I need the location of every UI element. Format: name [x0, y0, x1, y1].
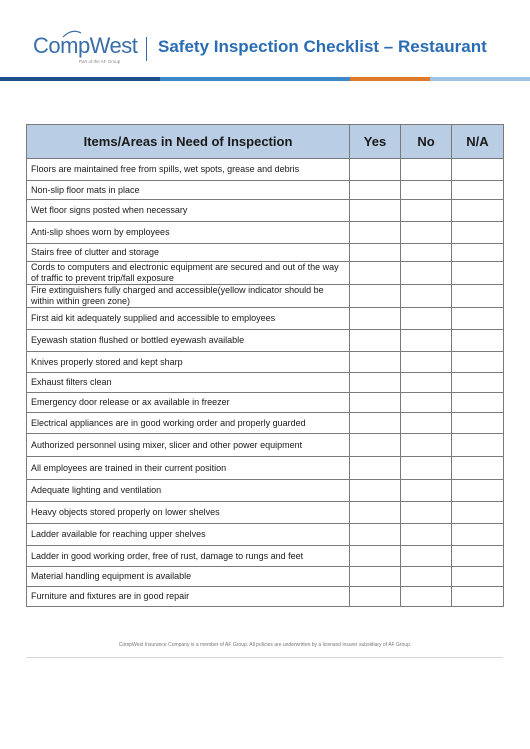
- inspection-item: Fire extinguishers fully charged and accessible(yellow indicator should be within within green zone): [27, 285, 350, 308]
- check-cell-no[interactable]: [401, 434, 452, 457]
- table-row: [27, 352, 504, 373]
- table-row: [27, 393, 504, 413]
- check-cell-no[interactable]: [401, 181, 452, 200]
- table-row: [27, 567, 504, 587]
- check-cell-no[interactable]: [401, 222, 452, 244]
- check-cell-na[interactable]: [452, 393, 504, 413]
- check-cell-yes[interactable]: [350, 244, 401, 262]
- check-cell-na[interactable]: [452, 222, 504, 244]
- check-cell-na[interactable]: [452, 502, 504, 524]
- check-cell-no[interactable]: [401, 524, 452, 546]
- inspection-checklist-table: [26, 124, 504, 607]
- check-cell-na[interactable]: [452, 546, 504, 567]
- table-row: [27, 308, 504, 330]
- check-cell-yes[interactable]: [350, 457, 401, 480]
- table-row: [27, 546, 504, 567]
- check-cell-no[interactable]: [401, 457, 452, 480]
- footer-note: CompWest Insurance Company is a member of AF Group. All policies are underwritten by a licensed insurer subsidiary of AF Group.: [118, 642, 412, 648]
- table-row: [27, 373, 504, 393]
- inspection-item: Emergency door release or ax available in freezer: [27, 393, 350, 413]
- check-cell-na[interactable]: [452, 200, 504, 222]
- table-row: [27, 262, 504, 285]
- check-cell-yes[interactable]: [350, 352, 401, 373]
- check-cell-no[interactable]: [401, 244, 452, 262]
- table-row: [27, 200, 504, 222]
- check-cell-yes[interactable]: [350, 330, 401, 352]
- inspection-item: Furniture and fixtures are in good repair: [27, 587, 350, 607]
- table-row: [27, 457, 504, 480]
- check-cell-na[interactable]: [452, 352, 504, 373]
- check-cell-yes[interactable]: [350, 524, 401, 546]
- footer-divider: [26, 657, 503, 658]
- inspection-item: All employees are trained in their current position: [27, 457, 350, 480]
- table-row: [27, 434, 504, 457]
- compwest-logo: [33, 34, 143, 68]
- table-row: [27, 502, 504, 524]
- check-cell-no[interactable]: [401, 352, 452, 373]
- check-cell-no[interactable]: [401, 567, 452, 587]
- check-cell-yes[interactable]: [350, 262, 401, 285]
- table-row: [27, 524, 504, 546]
- column-header-items: Items/Areas in Need of Inspection: [27, 125, 350, 159]
- check-cell-no[interactable]: [401, 262, 452, 285]
- check-cell-no[interactable]: [401, 159, 452, 181]
- logo-subtitle: Part of the AF Group: [79, 59, 121, 64]
- table-row: [27, 480, 504, 502]
- inspection-item: Ladder in good working order, free of rust, damage to rungs and feet: [27, 546, 350, 567]
- inspection-item: Eyewash station flushed or bottled eyewash available: [27, 330, 350, 352]
- check-cell-no[interactable]: [401, 285, 452, 308]
- check-cell-yes[interactable]: [350, 308, 401, 330]
- check-cell-yes[interactable]: [350, 393, 401, 413]
- check-cell-yes[interactable]: [350, 222, 401, 244]
- inspection-item: Ladder available for reaching upper shelves: [27, 524, 350, 546]
- logo-text: CompWest: [33, 33, 138, 58]
- column-header-na: N/A: [452, 125, 504, 159]
- column-header-yes: Yes: [350, 125, 401, 159]
- table-row: [27, 222, 504, 244]
- color-stripe-dark: [0, 77, 160, 81]
- table-row: [27, 330, 504, 352]
- check-cell-no[interactable]: [401, 480, 452, 502]
- check-cell-yes[interactable]: [350, 546, 401, 567]
- inspection-item: Authorized personnel using mixer, slicer and other power equipment: [27, 434, 350, 457]
- check-cell-na[interactable]: [452, 285, 504, 308]
- check-cell-no[interactable]: [401, 413, 452, 434]
- check-cell-yes[interactable]: [350, 480, 401, 502]
- check-cell-yes[interactable]: [350, 285, 401, 308]
- inspection-item: Stairs free of clutter and storage: [27, 244, 350, 262]
- check-cell-no[interactable]: [401, 200, 452, 222]
- table-row: [27, 587, 504, 607]
- inspection-item: Cords to computers and electronic equipment are secured and out of the way of traffic to prevent trip/fall exposure: [27, 262, 350, 285]
- check-cell-yes[interactable]: [350, 567, 401, 587]
- check-cell-na[interactable]: [452, 457, 504, 480]
- check-cell-na[interactable]: [452, 373, 504, 393]
- table-row: [27, 159, 504, 181]
- check-cell-na[interactable]: [452, 159, 504, 181]
- check-cell-na[interactable]: [452, 567, 504, 587]
- inspection-item: Adequate lighting and ventilation: [27, 480, 350, 502]
- inspection-item: First aid kit adequately supplied and accessible to employees: [27, 308, 350, 330]
- inspection-item: Electrical appliances are in good working order and properly guarded: [27, 413, 350, 434]
- check-cell-na[interactable]: [452, 480, 504, 502]
- inspection-item: Anti-slip shoes worn by employees: [27, 222, 350, 244]
- inspection-item: Wet floor signs posted when necessary: [27, 200, 350, 222]
- inspection-item: Non-slip floor mats in place: [27, 181, 350, 200]
- inspection-item: Material handling equipment is available: [27, 567, 350, 587]
- check-cell-na[interactable]: [452, 181, 504, 200]
- check-cell-no[interactable]: [401, 587, 452, 607]
- check-cell-yes[interactable]: [350, 434, 401, 457]
- check-cell-na[interactable]: [452, 262, 504, 285]
- check-cell-no[interactable]: [401, 502, 452, 524]
- logo-swoosh-icon: [62, 30, 82, 38]
- check-cell-na[interactable]: [452, 524, 504, 546]
- table-header-row: [27, 125, 504, 159]
- inspection-item: Exhaust filters clean: [27, 373, 350, 393]
- page-title: Safety Inspection Checklist – Restaurant: [158, 37, 487, 56]
- check-cell-yes[interactable]: [350, 502, 401, 524]
- color-stripe-light: [430, 77, 530, 81]
- inspection-item: Knives properly stored and kept sharp: [27, 352, 350, 373]
- check-cell-no[interactable]: [401, 393, 452, 413]
- check-cell-yes[interactable]: [350, 587, 401, 607]
- header-divider: [146, 37, 147, 61]
- check-cell-yes[interactable]: [350, 200, 401, 222]
- check-cell-yes[interactable]: [350, 413, 401, 434]
- check-cell-na[interactable]: [452, 413, 504, 434]
- color-stripe-mid: [160, 77, 350, 81]
- check-cell-na[interactable]: [452, 434, 504, 457]
- check-cell-na[interactable]: [452, 587, 504, 607]
- color-stripe-orange: [350, 77, 430, 81]
- check-cell-na[interactable]: [452, 308, 504, 330]
- table-row: [27, 285, 504, 308]
- check-cell-na[interactable]: [452, 330, 504, 352]
- table-row: [27, 244, 504, 262]
- table-row: [27, 181, 504, 200]
- check-cell-na[interactable]: [452, 244, 504, 262]
- check-cell-yes[interactable]: [350, 373, 401, 393]
- inspection-item: Floors are maintained free from spills, wet spots, grease and debris: [27, 159, 350, 181]
- page-header: [0, 0, 530, 82]
- check-cell-no[interactable]: [401, 373, 452, 393]
- table-row: [27, 413, 504, 434]
- check-cell-yes[interactable]: [350, 159, 401, 181]
- check-cell-no[interactable]: [401, 546, 452, 567]
- check-cell-no[interactable]: [401, 330, 452, 352]
- check-cell-yes[interactable]: [350, 181, 401, 200]
- check-cell-no[interactable]: [401, 308, 452, 330]
- inspection-item: Heavy objects stored properly on lower shelves: [27, 502, 350, 524]
- column-header-no: No: [401, 125, 452, 159]
